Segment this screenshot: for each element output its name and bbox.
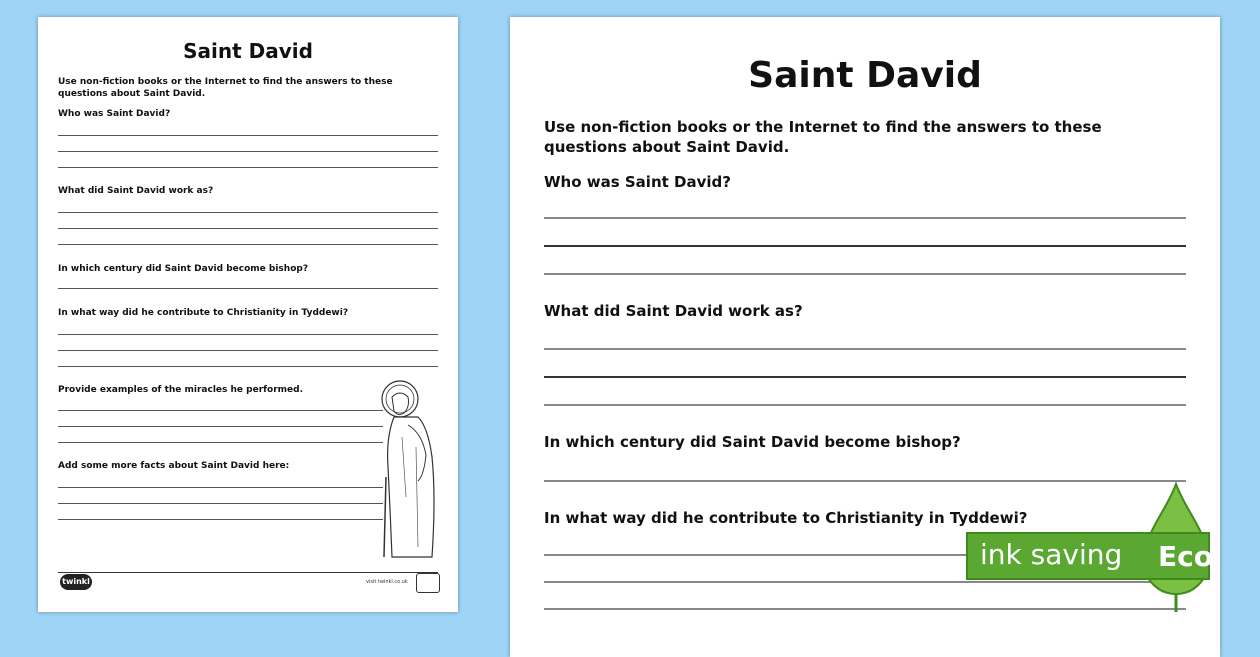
answer-line	[58, 135, 438, 136]
question-2: What did Saint David work as?	[544, 302, 803, 320]
answer-line	[58, 366, 438, 367]
question-4: In what way did he contribute to Christianity in Tyddewi?	[58, 308, 349, 318]
answer-line	[58, 410, 383, 411]
answer-line	[58, 334, 438, 335]
answer-line	[58, 151, 438, 152]
answer-line	[58, 519, 383, 520]
question-6: Add some more facts about Saint David here:	[58, 461, 290, 471]
worksheet-intro: Use non-fiction books or the Internet to find the answers to these questions about Saint David.	[58, 77, 393, 99]
answer-line	[58, 487, 383, 488]
footer-visit-text: visit twinkl.co.uk	[366, 579, 408, 585]
answer-line	[58, 228, 438, 229]
question-3: In which century did Saint David become bishop?	[544, 433, 961, 451]
answer-line	[58, 426, 383, 427]
question-1: Who was Saint David?	[544, 173, 731, 191]
footer-badge-icon	[416, 573, 440, 593]
question-4: In what way did he contribute to Christianity in Tyddewi?	[544, 509, 1028, 527]
eco-word: Eco	[1158, 540, 1213, 573]
eco-label-text: ink saving	[980, 538, 1123, 571]
question-5: Provide examples of the miracles he performed.	[58, 385, 304, 395]
question-1: Who was Saint David?	[58, 109, 171, 119]
eco-ink-saving-badge	[966, 482, 1260, 612]
footer-divider	[58, 572, 438, 573]
answer-line	[544, 245, 1186, 247]
answer-line	[58, 503, 383, 504]
worksheet-intro: Use non-fiction books or the Internet to find the answers to these questions about Saint David.	[544, 118, 1102, 156]
answer-line	[544, 404, 1186, 406]
answer-line	[58, 350, 438, 351]
answer-line	[58, 442, 383, 443]
twinkl-logo: twinkl	[60, 574, 92, 590]
answer-line	[58, 288, 438, 289]
worksheet-title: Saint David	[748, 55, 982, 96]
answer-line	[544, 348, 1186, 350]
answer-line	[544, 376, 1186, 378]
answer-line	[544, 217, 1186, 219]
question-2: What did Saint David work as?	[58, 186, 214, 196]
answer-line	[544, 273, 1186, 275]
worksheet-title: Saint David	[183, 39, 313, 63]
answer-line	[58, 212, 438, 213]
answer-line	[58, 244, 438, 245]
question-3: In which century did Saint David become bishop?	[58, 264, 309, 274]
saint-david-illustration	[378, 377, 448, 567]
answer-line	[58, 167, 438, 168]
worksheet-preview-small	[38, 17, 458, 612]
